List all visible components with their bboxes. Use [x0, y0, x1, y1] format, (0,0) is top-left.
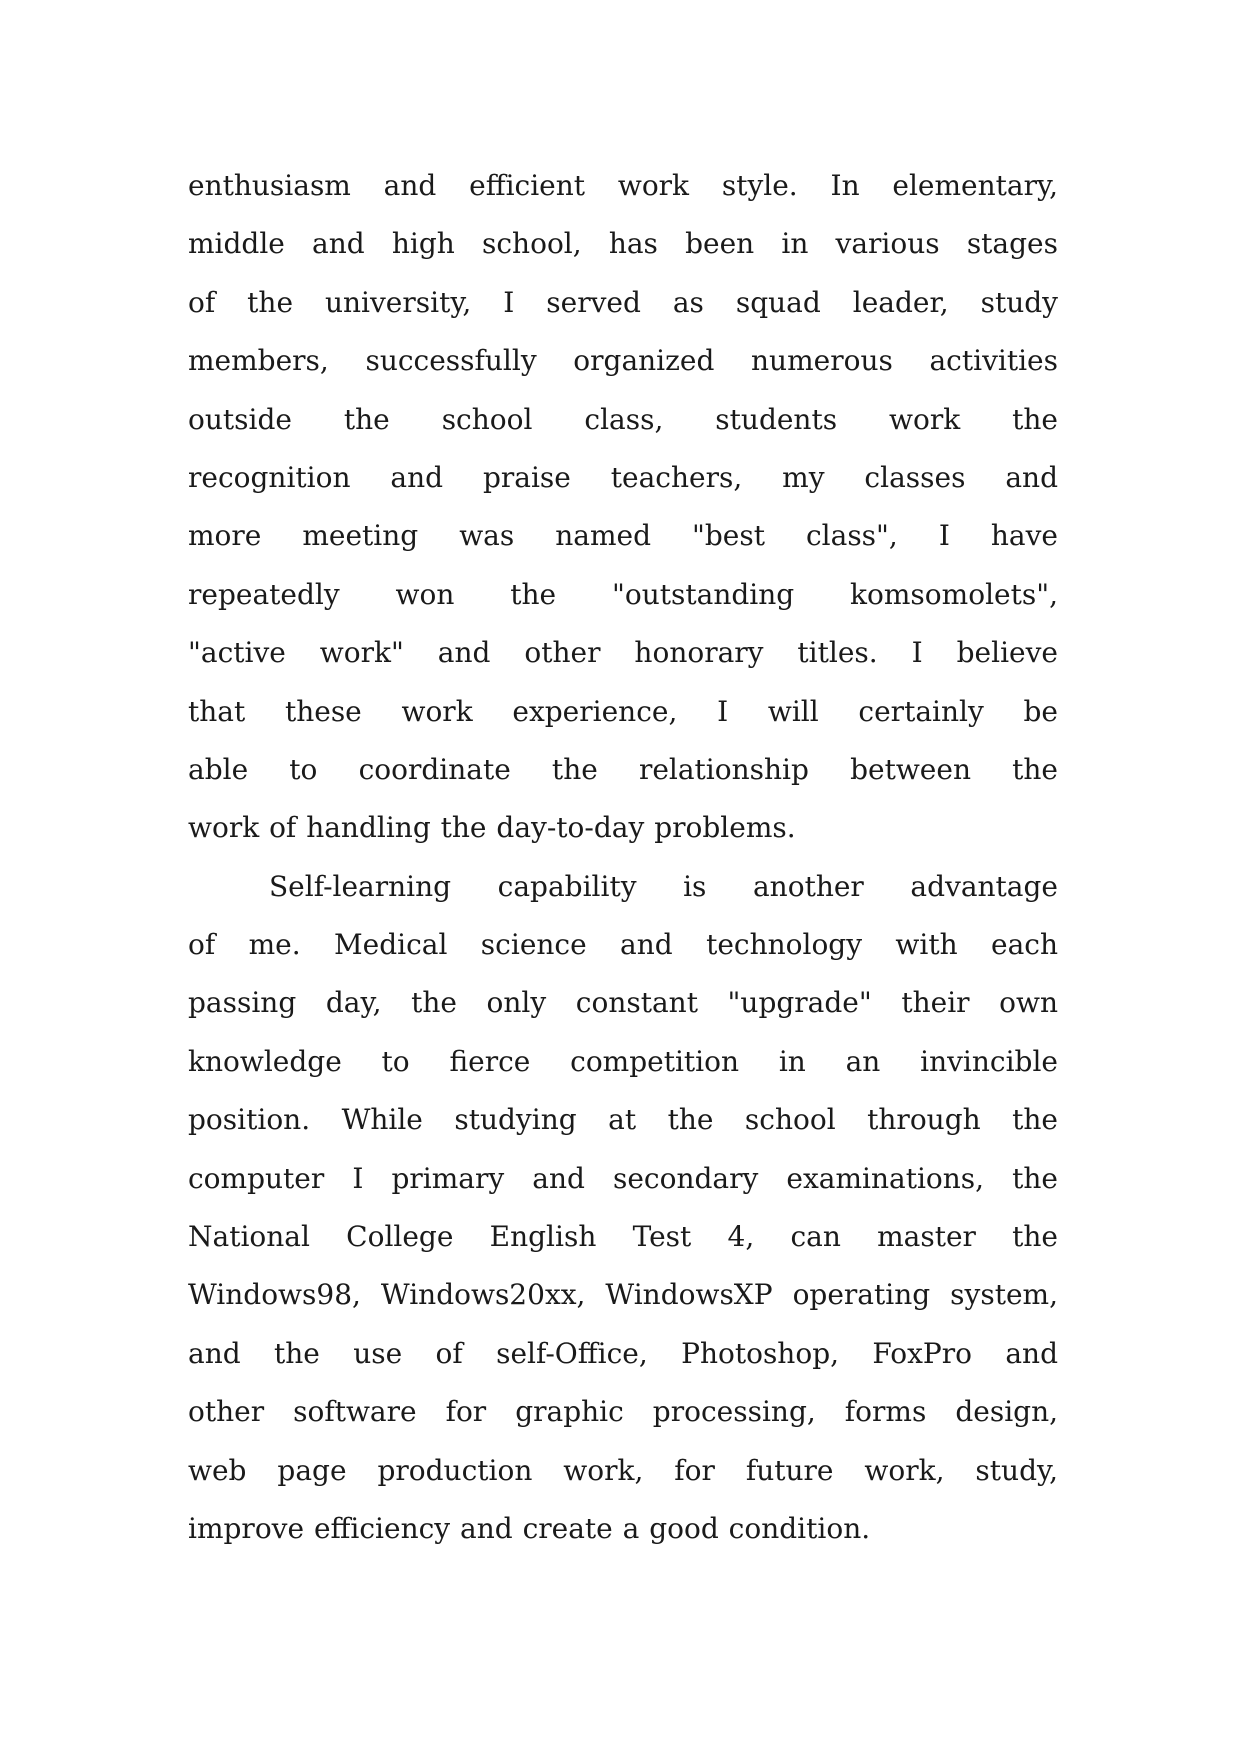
- text-line: members, successfully organized numerous activities: [188, 344, 1058, 378]
- text-line: web page production work, for future work, study,: [188, 1453, 1058, 1487]
- text-line: more meeting was named "best class", I have: [188, 519, 1058, 553]
- text-line: and the use of self-Office, Photoshop, FoxPro and: [188, 1336, 1058, 1370]
- text-line: repeatedly won the "outstanding komsomolets",: [188, 577, 1058, 611]
- text-line: enthusiasm and efficient work style. In elementary,: [188, 169, 1058, 202]
- text-line: passing day, the only constant "upgrade" their own: [188, 986, 1058, 1020]
- text-line: computer I primary and secondary examinations, the: [188, 1161, 1058, 1195]
- text-line: position. While studying at the school through the: [188, 1103, 1058, 1137]
- text-line: knowledge to fierce competition in an invincible: [188, 1044, 1058, 1078]
- text-line: of me. Medical science and technology with each: [188, 928, 1058, 962]
- text-line: that these work experience, I will certainly be: [188, 694, 1058, 728]
- text-line: of the university, I served as squad leader, study: [188, 285, 1058, 319]
- text-line: National College English Test 4, can master the: [188, 1220, 1058, 1254]
- text-line: recognition and praise teachers, my classes and: [188, 460, 1058, 494]
- text-line: Self-learning capability is another advantage: [269, 869, 1058, 903]
- paragraph-2: [188, 858, 1058, 1559]
- document-body: [188, 157, 1058, 1558]
- text-line: "active work" and other honorary titles. I believe: [188, 636, 1058, 670]
- text-line: able to coordinate the relationship between the: [188, 752, 1058, 786]
- text-line: middle and high school, has been in various stages: [188, 227, 1058, 261]
- text-line: outside the school class, students work the: [188, 402, 1058, 436]
- text-line: Windows98, Windows20xx, WindowsXP operating system,: [188, 1278, 1058, 1312]
- text-line: other software for graphic processing, forms design,: [188, 1395, 1058, 1429]
- text-line: work of handling the day-to-day problems.: [188, 811, 796, 845]
- text-line: improve efficiency and create a good condition.: [188, 1511, 871, 1545]
- paragraph-1: [188, 157, 1058, 858]
